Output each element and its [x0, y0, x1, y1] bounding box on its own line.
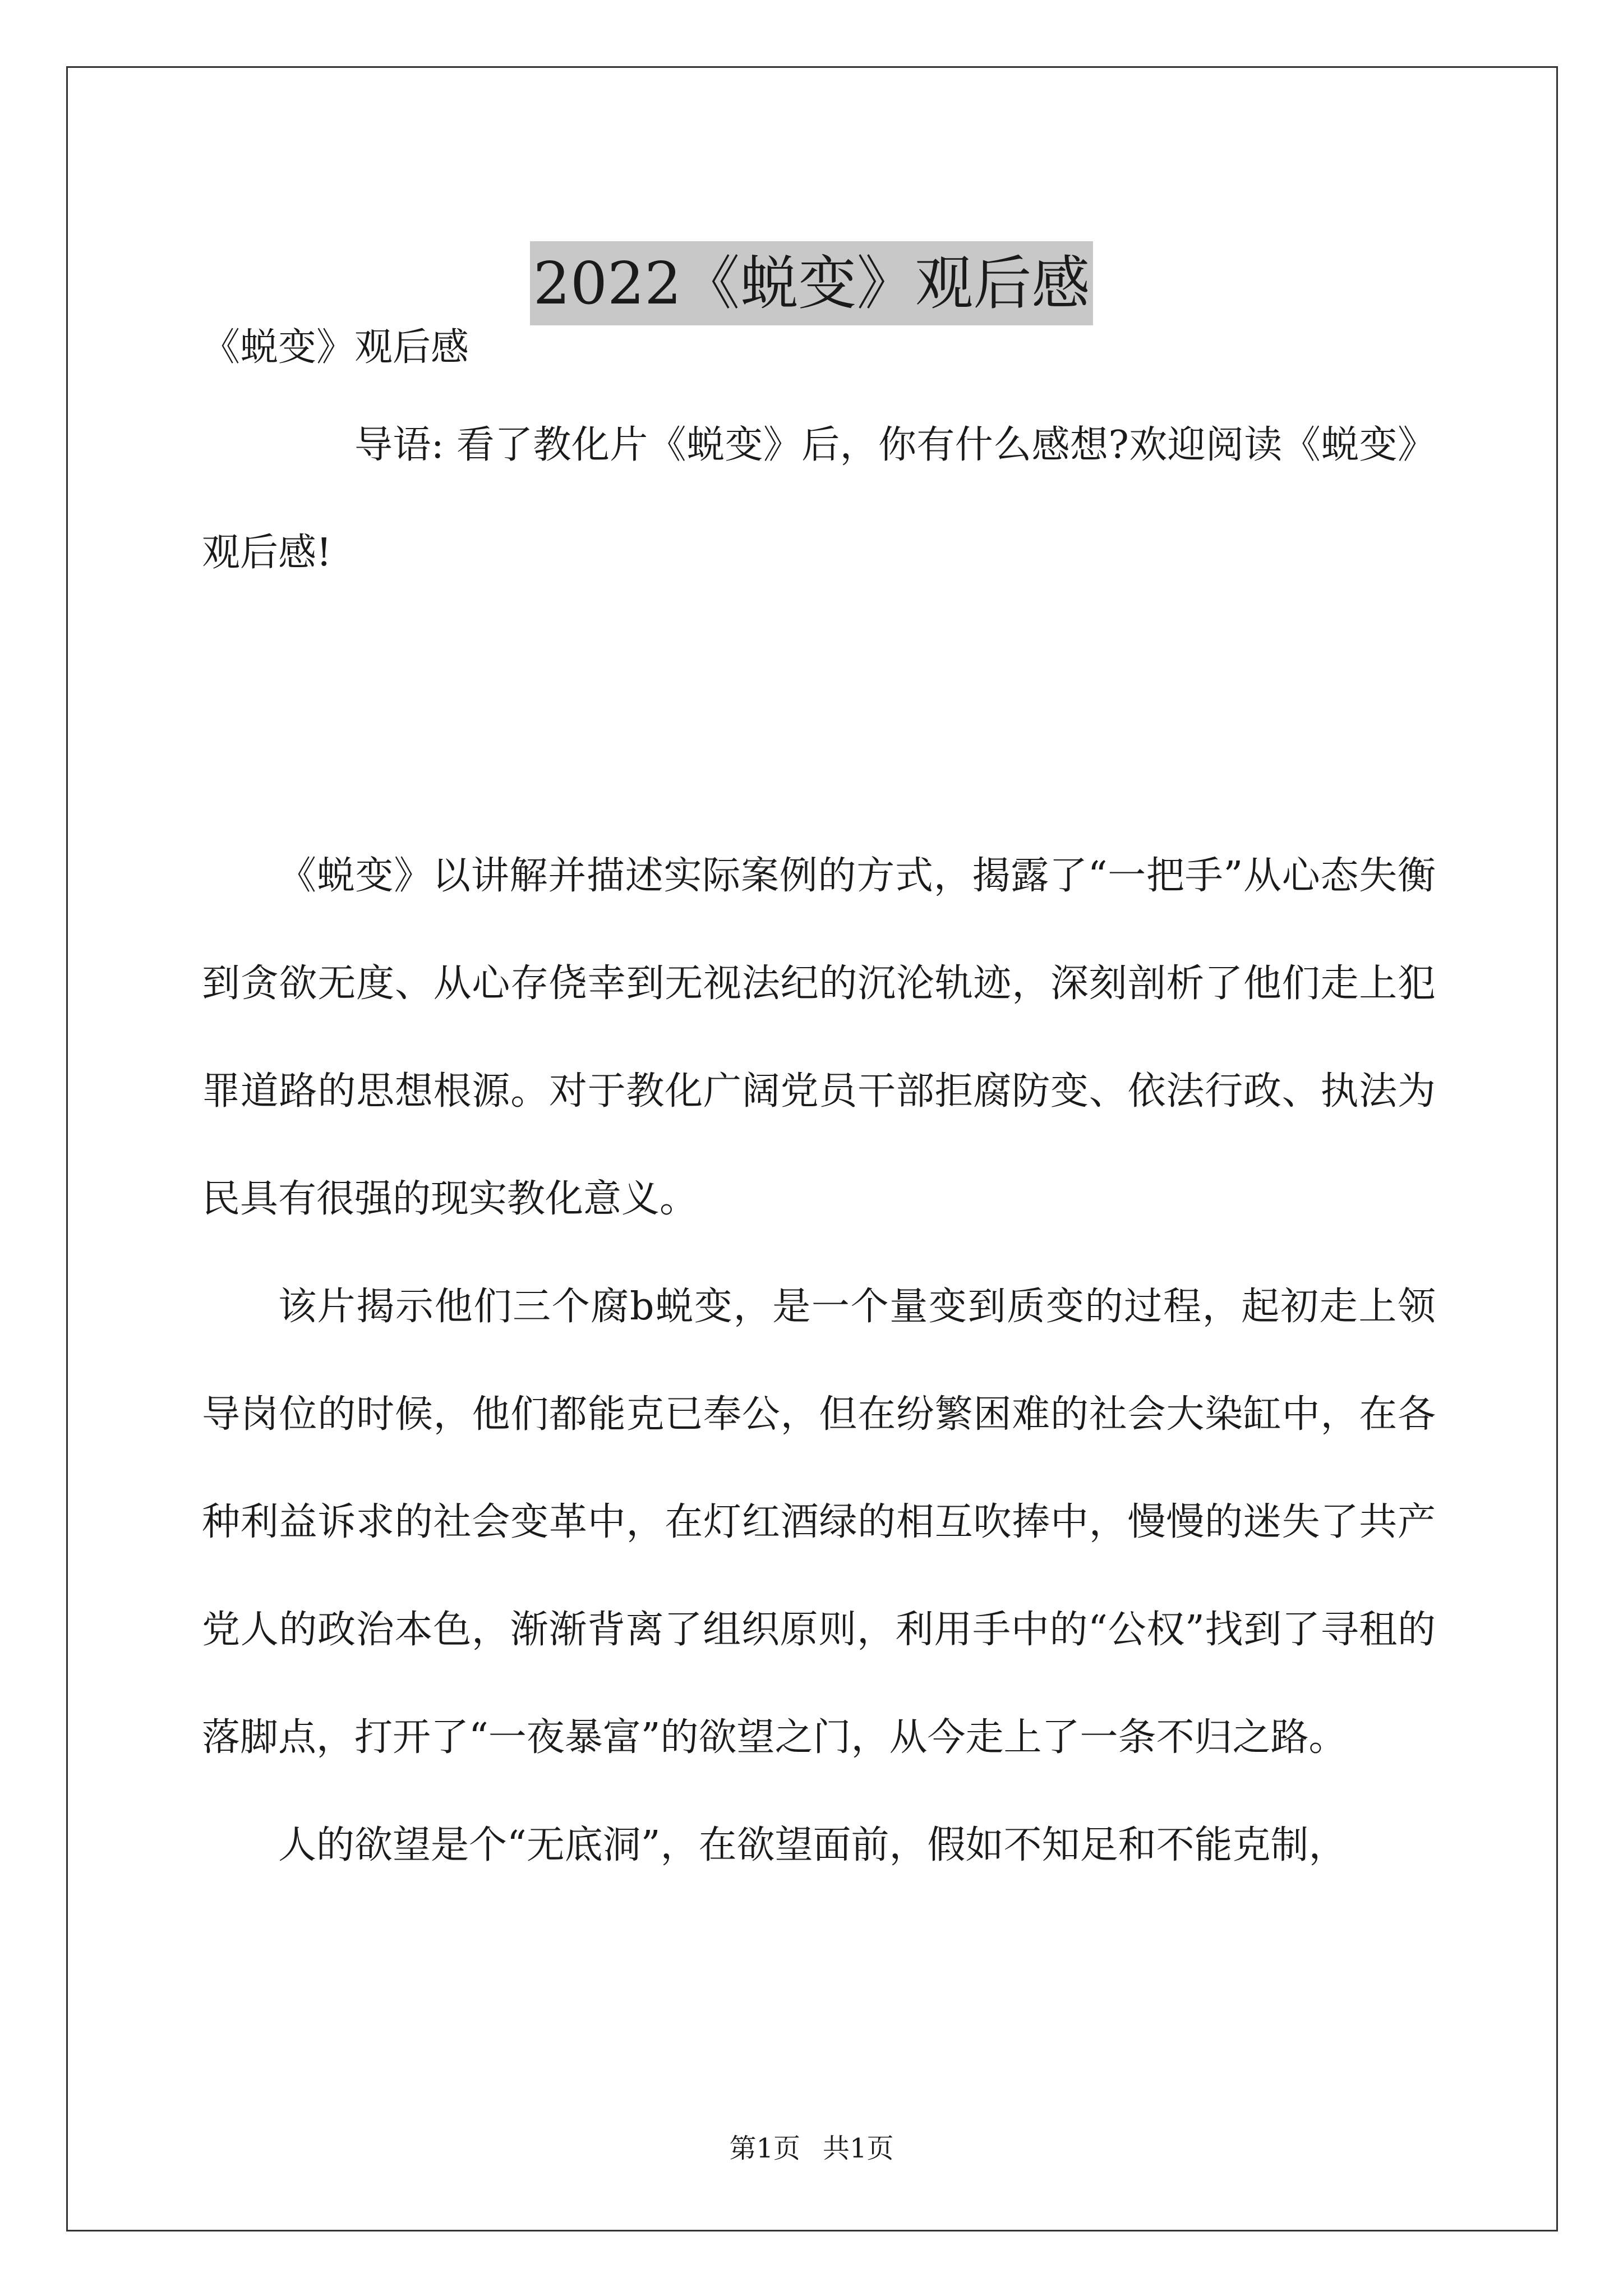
- body-paragraph: 人的欲望是个“无底洞”，在欲望面前，假如不知足和不能克制，: [278, 1823, 1347, 1867]
- body-paragraph: 该片揭示他们三个腐b蜕变，是一个量变到质变的过程，起初走上领导岗位的时候，他们都能克已奉公，但在纷繁困难的社会大染缸中，在各种利益诉求的社会变革中，在灯红酒绿的相互吹捧中，慢慢的迷失了共产党人的政治本色，渐渐背离了组织原则，利用手中的“公权”找到了寻租的落脚点，打开了“一夜暴富”的欲望之门，从今走上了一条不归之路。: [202, 1285, 1436, 1760]
- body-paragraph: 《蜕变》以讲解并描述实际案例的方式，揭露了“一把手”从心态失衡到贪欲无度、从心存侥幸到无视法纪的沉沦轨迹，深刻剖析了他们走上犯罪道路的思想根源。对于教化广阔党员干部拒腐防变、依法行政、执法为民具有很强的现实教化意义。: [202, 854, 1436, 1221]
- intro-paragraph: 导语: 看了教化片《蜕变》后，你有什么感想?欢迎阅读《蜕变》观后感!: [202, 423, 1436, 575]
- page-number: 第1页: [729, 2133, 800, 2164]
- blank-space: [202, 607, 1436, 822]
- page-total: 共1页: [823, 2133, 894, 2164]
- document-subtitle: 《蜕变》观后感: [202, 325, 469, 370]
- document-title: 2022《蜕变》观后感: [530, 241, 1094, 325]
- document-body: [202, 314, 1436, 1899]
- page-footer: [0, 2132, 1623, 2165]
